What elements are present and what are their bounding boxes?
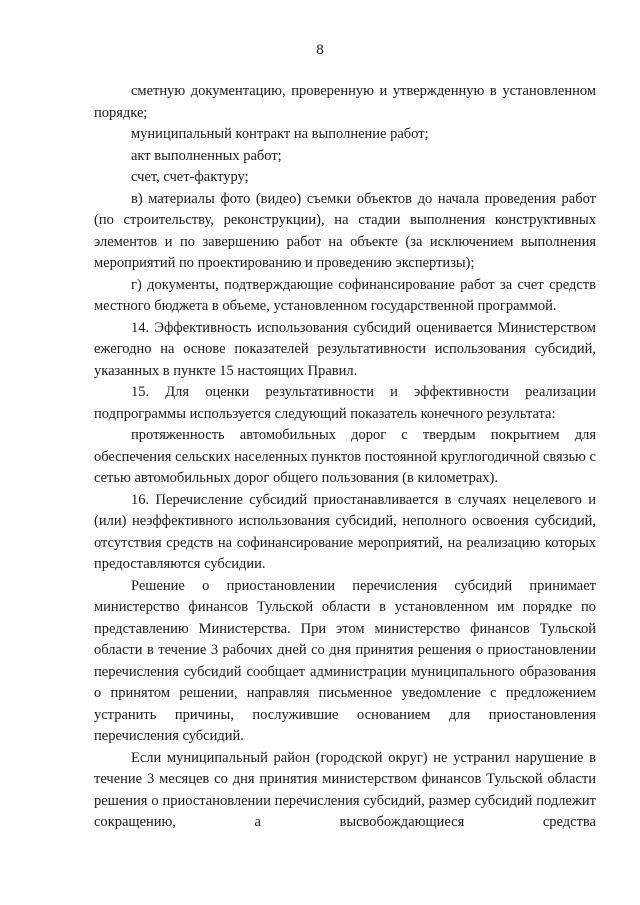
paragraph: 16. Перечисление субсидий приостанавливается в случаях нецелевого и (или) неэффективного использования субсидий, неполного освоения субсидий, отсутствия средств на софинансирование мероприятий, на реализацию которых предоставляются субсидии. [94, 491, 596, 572]
paragraph: протяженность автомобильных дорог с твердым покрытием для обеспечения сельских населенных пунктов постоянной круглогодичной связью с сетью автомобильных дорог общего пользования (в километрах). [94, 427, 596, 486]
paragraph: Если муниципальный район (городской округ) не устранил нарушение в течение 3 месяцев со дня принятия министерством финансов Тульской области решения о приостановлении перечисления субсидий, размер субсидий подлежит сокращению, а высвобождающиеся средства [94, 749, 596, 830]
page-number: 8 [316, 42, 324, 58]
paragraph: г) документы, подтверждающие софинансирование работ за счет средств местного бюджета в объеме, установленном государственной программой. [94, 276, 596, 314]
paragraph: Решение о приостановлении перечисления субсидий принимает министерство финансов Тульской области в установленном им порядке по представлению Министерства. При этом министерство финансов Тульской области в течение 3 рабочих дней со дня принятия решения о приостановлении перечисления субсидий сообщает администрации муниципального образования о принятом решении, направляя письменное уведомление с предложением устранить причины, послужившие основанием для приостановления перечисления субсидий. [94, 577, 596, 744]
paragraph: в) материалы фото (видео) съемки объектов до начала проведения работ (по строительству, реконструкции), на стадии выполнения конструктивных элементов и по завершению работ на объекте (за исключением выполнения мероприятий по проектированию и проведению экспертизы); [94, 190, 596, 271]
document-body [94, 81, 596, 834]
paragraph: сметную документацию, проверенную и утвержденную в установленном порядке; [94, 83, 596, 121]
paragraph: счет, счет-фактуру; [131, 169, 249, 185]
paragraph: муниципальный контракт на выполнение работ; [131, 126, 429, 142]
paragraph: 14. Эффективность использования субсидий оценивается Министерством ежегодно на основе показателей результативности использования субсидий, указанных в пункте 15 настоящих Правил. [94, 319, 596, 379]
paragraph: акт выполненных работ; [131, 147, 282, 164]
paragraph: 15. Для оценки результативности и эффективности реализации подпрограммы используется следующий показатель конечного результата: [94, 384, 596, 422]
